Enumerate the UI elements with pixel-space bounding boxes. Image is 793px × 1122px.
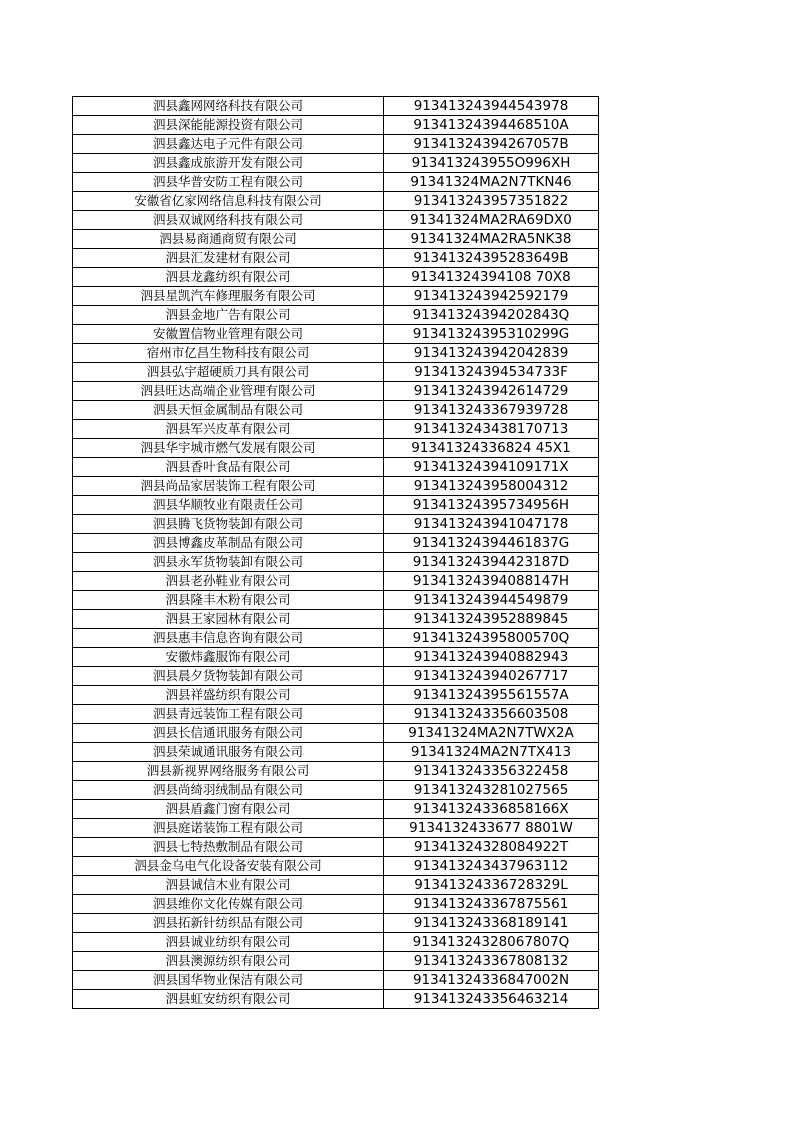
company-name-cell: 泗县惠丰信息咨询有限公司 (73, 629, 384, 648)
company-name-cell: 泗县天恒金属制品有限公司 (73, 401, 384, 420)
credit-code-cell: 91341324336858166X (384, 800, 599, 819)
company-name-cell: 泗县诚业纺织有限公司 (73, 933, 384, 952)
credit-code-cell: 913413243942614729 (384, 382, 599, 401)
table-row (73, 686, 599, 705)
table-row (73, 173, 599, 192)
company-name-cell: 泗县香叶食品有限公司 (73, 458, 384, 477)
table-row (73, 743, 599, 762)
table-row (73, 990, 599, 1009)
table-row (73, 458, 599, 477)
table-row (73, 648, 599, 667)
table-row (73, 952, 599, 971)
company-name-cell: 泗县新视界网络服务有限公司 (73, 762, 384, 781)
credit-code-cell: 913413243957351822 (384, 192, 599, 211)
table-row (73, 268, 599, 287)
table-row (73, 439, 599, 458)
credit-code-cell: 91341324328084922T (384, 838, 599, 857)
table-row (73, 724, 599, 743)
credit-code-cell: 91341324394468510A (384, 116, 599, 135)
credit-code-cell: 91341324395283649B (384, 249, 599, 268)
company-name-cell: 泗县虹安纺织有限公司 (73, 990, 384, 1009)
company-name-cell: 泗县荣诚通讯服务有限公司 (73, 743, 384, 762)
company-name-cell: 安徽炜鑫服饰有限公司 (73, 648, 384, 667)
credit-code-cell: 913413243958004312 (384, 477, 599, 496)
company-name-cell: 泗县祥盛纺织有限公司 (73, 686, 384, 705)
table-row (73, 895, 599, 914)
credit-code-cell: 91341324MA2RA69DX0 (384, 211, 599, 230)
company-name-cell: 泗县汇发建材有限公司 (73, 249, 384, 268)
credit-code-cell: 91341324395561557A (384, 686, 599, 705)
company-name-cell: 泗县鑫达电子元件有限公司 (73, 135, 384, 154)
company-name-cell: 泗县庭诺装饰工程有限公司 (73, 819, 384, 838)
table-row (73, 914, 599, 933)
company-name-cell: 泗县腾飞货物装卸有限公司 (73, 515, 384, 534)
registry-table-body (73, 97, 599, 1009)
credit-code-cell: 91341324395310299G (384, 325, 599, 344)
credit-code-cell: 91341324MA2N7TX413 (384, 743, 599, 762)
table-row (73, 135, 599, 154)
credit-code-cell: 913413243356322458 (384, 762, 599, 781)
table-row (73, 762, 599, 781)
table-row (73, 629, 599, 648)
credit-code-cell: 913413243940267717 (384, 667, 599, 686)
company-name-cell: 泗县尚绮羽绒制品有限公司 (73, 781, 384, 800)
company-name-cell: 泗县龙鑫纺织有限公司 (73, 268, 384, 287)
company-name-cell: 泗县弘宇超硬质刀具有限公司 (73, 363, 384, 382)
company-name-cell: 泗县博鑫皮革制品有限公司 (73, 534, 384, 553)
table-row (73, 287, 599, 306)
company-name-cell: 泗县易商通商贸有限公司 (73, 230, 384, 249)
credit-code-cell: 913413243367875561 (384, 895, 599, 914)
company-name-cell: 泗县晨夕货物装卸有限公司 (73, 667, 384, 686)
table-row (73, 667, 599, 686)
table-row (73, 971, 599, 990)
credit-code-cell: 913413243941047178 (384, 515, 599, 534)
credit-code-cell: 913413243940882943 (384, 648, 599, 667)
table-row (73, 515, 599, 534)
company-name-cell: 泗县国华物业保洁有限公司 (73, 971, 384, 990)
table-row (73, 534, 599, 553)
company-name-cell: 泗县诚信木业有限公司 (73, 876, 384, 895)
credit-code-cell: 913413243281027565 (384, 781, 599, 800)
credit-code-cell: 91341324MA2RA5NK38 (384, 230, 599, 249)
table-row (73, 192, 599, 211)
table-row (73, 705, 599, 724)
table-row (73, 249, 599, 268)
company-name-cell: 泗县星凯汽车修理服务有限公司 (73, 287, 384, 306)
credit-code-cell: 91341324394202843Q (384, 306, 599, 325)
company-name-cell: 泗县老孙鞋业有限公司 (73, 572, 384, 591)
credit-code-cell: 91341324394461837G (384, 534, 599, 553)
company-name-cell: 泗县双诚网络科技有限公司 (73, 211, 384, 230)
credit-code-cell: 91341324395734956H (384, 496, 599, 515)
credit-code-cell: 913413243955O996XH (384, 154, 599, 173)
table-row (73, 819, 599, 838)
credit-code-cell: 91341324336728329L (384, 876, 599, 895)
company-name-cell: 安徽置信物业管理有限公司 (73, 325, 384, 344)
company-name-cell: 安徽省亿家网络信息科技有限公司 (73, 192, 384, 211)
company-registry-table (72, 96, 599, 1009)
table-row (73, 306, 599, 325)
credit-code-cell: 91341324328067807Q (384, 933, 599, 952)
company-name-cell: 泗县青远装饰工程有限公司 (73, 705, 384, 724)
table-row (73, 382, 599, 401)
credit-code-cell: 91341324MA2N7TKN46 (384, 173, 599, 192)
company-name-cell: 泗县华顺牧业有限责任公司 (73, 496, 384, 515)
table-row (73, 363, 599, 382)
table-row (73, 116, 599, 135)
credit-code-cell: 91341324336824 45X1 (384, 439, 599, 458)
company-name-cell: 泗县华普安防工程有限公司 (73, 173, 384, 192)
table-row (73, 154, 599, 173)
credit-code-cell: 91341324394267057B (384, 135, 599, 154)
credit-code-cell: 913413243356463214 (384, 990, 599, 1009)
credit-code-cell: 91341324394088147H (384, 572, 599, 591)
table-row (73, 857, 599, 876)
company-name-cell: 泗县王家园林有限公司 (73, 610, 384, 629)
company-name-cell: 泗县旺达高端企业管理有限公司 (73, 382, 384, 401)
table-row (73, 401, 599, 420)
table-row (73, 496, 599, 515)
company-name-cell: 泗县鑫网网络科技有限公司 (73, 97, 384, 116)
table-row (73, 344, 599, 363)
table-row (73, 211, 599, 230)
company-name-cell: 泗县隆丰木粉有限公司 (73, 591, 384, 610)
table-row (73, 800, 599, 819)
company-name-cell: 泗县澳源纺织有限公司 (73, 952, 384, 971)
credit-code-cell: 913413243368189141 (384, 914, 599, 933)
table-row (73, 876, 599, 895)
credit-code-cell: 913413243942042839 (384, 344, 599, 363)
table-row (73, 420, 599, 439)
credit-code-cell: 913413243438170713 (384, 420, 599, 439)
credit-code-cell: 913413243356603508 (384, 705, 599, 724)
company-name-cell: 泗县拓新针纺织品有限公司 (73, 914, 384, 933)
company-name-cell: 泗县盾鑫门窗有限公司 (73, 800, 384, 819)
credit-code-cell: 913413243944543978 (384, 97, 599, 116)
credit-code-cell: 913413243952889845 (384, 610, 599, 629)
company-name-cell: 泗县长信通讯服务有限公司 (73, 724, 384, 743)
company-name-cell: 泗县金乌电气化设备安装有限公司 (73, 857, 384, 876)
credit-code-cell: 91341324394534733F (384, 363, 599, 382)
table-row (73, 781, 599, 800)
company-name-cell: 宿州市亿昌生物科技有限公司 (73, 344, 384, 363)
credit-code-cell: 913413243367939728 (384, 401, 599, 420)
credit-code-cell: 913413243367808132 (384, 952, 599, 971)
company-name-cell: 泗县尚品家居装饰工程有限公司 (73, 477, 384, 496)
table-row (73, 325, 599, 344)
credit-code-cell: 91341324395800570Q (384, 629, 599, 648)
company-name-cell: 泗县维你文化传媒有限公司 (73, 895, 384, 914)
credit-code-cell: 913413243437963112 (384, 857, 599, 876)
credit-code-cell: 9134132433677 8801W (384, 819, 599, 838)
table-row (73, 477, 599, 496)
company-name-cell: 泗县七特热敷制品有限公司 (73, 838, 384, 857)
table-row (73, 838, 599, 857)
credit-code-cell: 91341324394108 70X8 (384, 268, 599, 287)
credit-code-cell: 913413243942592179 (384, 287, 599, 306)
credit-code-cell: 91341324336847002N (384, 971, 599, 990)
table-row (73, 97, 599, 116)
company-name-cell: 泗县永军货物装卸有限公司 (73, 553, 384, 572)
table-row (73, 572, 599, 591)
table-row (73, 933, 599, 952)
table-row (73, 230, 599, 249)
credit-code-cell: 91341324MA2N7TWX2A (384, 724, 599, 743)
company-name-cell: 泗县华宇城市燃气发展有限公司 (73, 439, 384, 458)
table-row (73, 553, 599, 572)
table-row (73, 610, 599, 629)
company-name-cell: 泗县军兴皮革有限公司 (73, 420, 384, 439)
credit-code-cell: 913413243944549879 (384, 591, 599, 610)
company-name-cell: 泗县金地广告有限公司 (73, 306, 384, 325)
company-name-cell: 泗县深能能源投资有限公司 (73, 116, 384, 135)
company-name-cell: 泗县鑫成旅游开发有限公司 (73, 154, 384, 173)
credit-code-cell: 91341324394109171X (384, 458, 599, 477)
credit-code-cell: 91341324394423187D (384, 553, 599, 572)
table-row (73, 591, 599, 610)
